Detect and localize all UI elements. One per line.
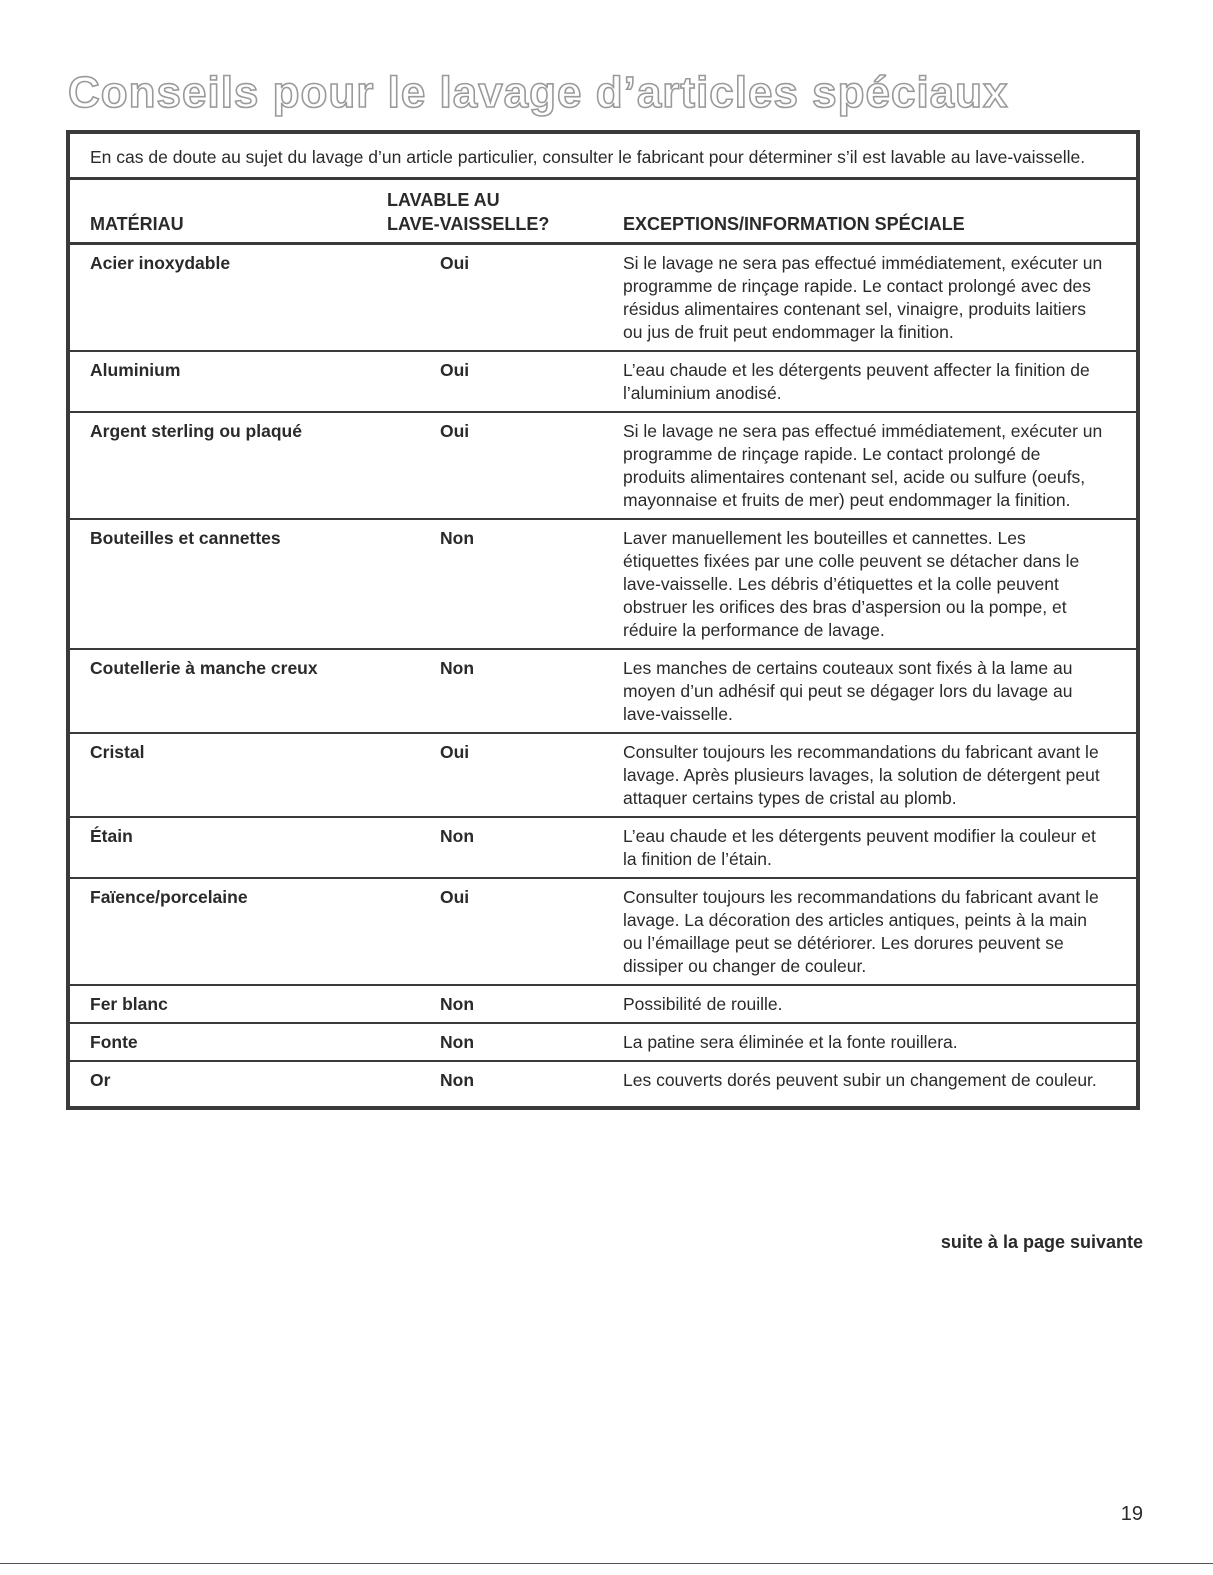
row-washable: Non xyxy=(440,528,475,548)
row-info: Les manches de certains couteaux sont fixés à la lame au moyen d’un adhésif qui peut se dégager lors du lavage au lave-vaisselle. xyxy=(623,658,1073,724)
row-washable: Non xyxy=(440,658,475,678)
row-material: Acier inoxydable xyxy=(90,253,231,273)
row-info: Consulter toujours les recommandations du fabricant avant le lavage. Après plusieurs lavages, la solution de détergent peut attaquer certains types de cristal au plomb. xyxy=(623,742,1100,808)
table-row xyxy=(70,734,1136,818)
row-washable: Oui xyxy=(440,742,470,762)
table-row xyxy=(70,520,1136,650)
row-material: Or xyxy=(90,1070,111,1090)
table-body xyxy=(70,245,1136,1106)
row-info: Laver manuellement les bouteilles et cannettes. Les étiquettes fixées par une colle peuvent se détacher dans le lave-vaisselle. Les débris d’étiquettes et la colle peuvent obstruer les orifices des bras d’aspersion ou la pompe, et réduire la performance de lavage. xyxy=(623,528,1080,640)
row-info: Possibilité de rouille. xyxy=(623,994,783,1014)
row-info: Si le lavage ne sera pas effectué immédiatement, exécuter un programme de rinçage rapide. Le contact prolongé de produits alimentaires contenant sel, acide ou sulfure (oeufs, mayonnaise et fruits de mer) peut endommager la finition. xyxy=(623,421,1103,510)
table-row xyxy=(70,413,1136,520)
table-row xyxy=(70,650,1136,734)
table-row xyxy=(70,879,1136,986)
row-info: L’eau chaude et les détergents peuvent affecter la finition de l’aluminium anodisé. xyxy=(623,360,1090,403)
row-washable: Non xyxy=(440,1032,475,1052)
row-washable: Non xyxy=(440,1070,475,1090)
row-washable: Oui xyxy=(440,887,470,907)
row-info: L’eau chaude et les détergents peuvent modifier la couleur et la finition de l’étain. xyxy=(623,826,1096,869)
row-material: Bouteilles et cannettes xyxy=(90,528,281,548)
bottom-rule xyxy=(0,1563,1213,1564)
header-material: MATÉRIAU xyxy=(90,214,184,234)
row-material: Cristal xyxy=(90,742,145,762)
table-row xyxy=(70,245,1136,352)
row-info: Consulter toujours les recommandations du fabricant avant le lavage. La décoration des articles antiques, peints à la main ou l’émaillage peut se détériorer. Les dorures peuvent se dissiper ou changer de couleur. xyxy=(623,887,1099,976)
row-info: Si le lavage ne sera pas effectué immédiatement, exécuter un programme de rinçage rapide. Le contact prolongé avec des résidus alimentaires contenant sel, vinaigre, produits laitiers ou jus de fruit peut endommager la finition. xyxy=(623,253,1103,342)
table-row xyxy=(70,986,1136,1024)
row-material: Argent sterling ou plaqué xyxy=(90,421,302,441)
table-row xyxy=(70,1024,1136,1062)
header-washable xyxy=(387,188,623,236)
page-title: Conseils pour le lavage d’articles spéciaux xyxy=(68,68,1009,117)
continued-note: suite à la page suivante xyxy=(940,1232,1143,1252)
row-info: Les couverts dorés peuvent subir un changement de couleur. xyxy=(623,1070,1097,1090)
row-washable: Non xyxy=(440,994,475,1014)
table-header xyxy=(70,180,1136,245)
row-info: La patine sera éliminée et la fonte rouillera. xyxy=(623,1032,958,1052)
row-material: Aluminium xyxy=(90,360,181,380)
table-row xyxy=(70,818,1136,879)
row-material: Étain xyxy=(90,826,133,846)
header-washable-line1: LAVABLE AU xyxy=(387,190,500,210)
row-washable: Oui xyxy=(440,421,470,441)
intro-text: En cas de doute au sujet du lavage d’un article particulier, consulter le fabricant pour déterminer s’il est lavable au lave-vaisselle. xyxy=(70,134,1136,180)
row-washable: Oui xyxy=(440,253,470,273)
row-material: Fonte xyxy=(90,1032,138,1052)
header-exceptions: EXCEPTIONS/INFORMATION SPÉCIALE xyxy=(623,214,965,234)
row-material: Coutellerie à manche creux xyxy=(90,658,318,678)
special-items-table xyxy=(66,130,1140,1110)
row-washable: Oui xyxy=(440,360,470,380)
header-washable-line2: LAVE-VAISSELLE? xyxy=(387,214,550,234)
page-number: 19 xyxy=(1120,1503,1143,1525)
row-material: Fer blanc xyxy=(90,994,168,1014)
table-row xyxy=(70,352,1136,413)
row-material: Faïence/porcelaine xyxy=(90,887,248,907)
row-washable: Non xyxy=(440,826,475,846)
table-row xyxy=(70,1062,1136,1106)
